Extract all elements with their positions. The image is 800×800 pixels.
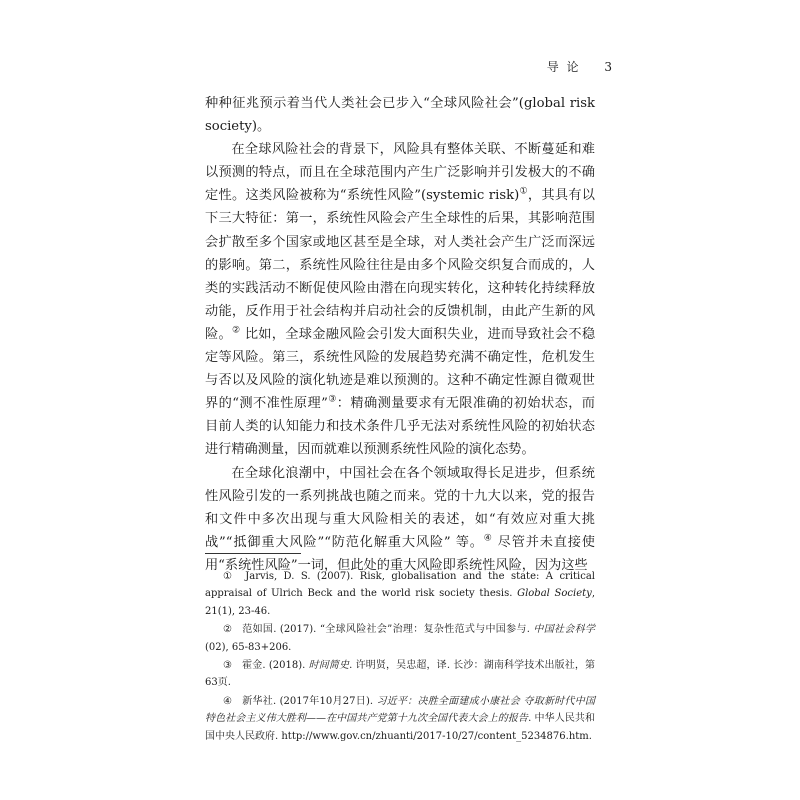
footnote-text: , 21(1), 23-46.: [205, 588, 595, 617]
footnote-text: 新华社. (2017年10月27日).: [242, 695, 377, 707]
footnote-text: Jarvis, D. S. (2007). Risk, globalisation and the state: A critical appraisal of Ulrich Beck and the world risk society thesis.: [205, 571, 595, 600]
paragraph-text: 尽管并未直接使用“系统性风险”一词，但此处的重大风险即系统性风险，因为这些: [205, 534, 595, 573]
page-number: 3: [604, 60, 614, 74]
footnote: [205, 657, 595, 692]
paragraph-text: 在全球风险社会的背景下，风险具有整体关联、不断蔓延和难以预测的特点，而且在全球范围内产生广泛影响并引发极大的不确定性。这类风险被称为“系统性风险”(systemic risk): [205, 142, 595, 204]
paragraph-text: ，其具有以下三大特征：第一，系统性风险会产生全球性的后果，其影响范围会扩散至多个国家或地区甚至是全球，对人类社会产生广泛而深远的影响。第二，系统性风险往往是由多个风险交织复合而成的，人类的实践活动不断促使风险由潜在向现实转化，这种转化持续释放动能，反作用于社会结构并启动社会的反馈机制，由此产生新的风险。: [205, 188, 595, 342]
footnote-mark: ③: [223, 660, 233, 672]
body-text: [205, 92, 595, 577]
paragraph-text: 种种征兆预示着当代人类社会已步入“全球风险社会”(global risk society)。: [205, 96, 595, 135]
footnote: [205, 693, 595, 745]
footnote-mark: ②: [223, 624, 233, 636]
footnote-reference: ③: [327, 394, 337, 405]
footnote-divider: [205, 553, 301, 554]
footnote-italic-title: Global Society: [517, 588, 592, 600]
footnote-reference: ①: [519, 186, 528, 197]
footnote: [205, 568, 595, 620]
footnotes: [205, 568, 595, 746]
footnote-italic-title: 时间简史: [308, 660, 350, 672]
footnote-reference: ④: [483, 533, 493, 544]
body-paragraph: [205, 138, 595, 461]
footnote-mark: ④: [223, 695, 233, 707]
footnote-text: . 许明贤，吴忠超，译. 长沙：湖南科学技术出版社，第63页.: [205, 660, 596, 689]
paragraph-text: ：精确测量要求有无限准确的初始状态，而目前人类的认知能力和技术条件几乎无法对系统性风险的初始状态进行精确测量，因而就难以预测系统性风险的演化态势。: [205, 396, 595, 458]
body-paragraph: [205, 462, 595, 577]
footnote: [205, 621, 595, 656]
footnote-text: . 中华人民共和国中央人民政府. http://www.gov.cn/zhuanti/2017-10/27/content_5234876.htm.: [205, 713, 596, 742]
paragraph-text: 在全球化浪潮中，中国社会在各个领域取得长足进步，但系统性风险引发的一系列挑战也随之而来。党的十九大以来，党的报告和文件中多次出现与重大风险相关的表述，如“有效应对重大挑战”“抵御重大风险”“防范化解重大风险” 等。: [205, 465, 595, 550]
footnote-text: 霍金. (2018).: [242, 660, 309, 672]
footnote-italic-title: 中国社会科学: [533, 624, 596, 636]
footnote-italic-title: 习近平：决胜全面建成小康社会 夺取新时代中国特色社会主义伟大胜利——在中国共产党第十九次全国代表大会上的报告: [205, 695, 596, 725]
running-header: [547, 58, 614, 75]
paragraph-text: 比如，全球金融风险会引发大面积失业，进而导致社会不稳定等风险。第三，系统性风险的发展趋势充满不确定性，危机发生与否以及风险的演化轨迹是难以预测的。这种不确定性源自微观世界的“测不准性原理”: [205, 326, 596, 412]
body-paragraph: [205, 92, 595, 138]
chapter-title: 导 论: [546, 60, 581, 74]
footnote-text: (02), 65-83+206.: [205, 641, 292, 653]
footnote-text: 范如国. (2017). “全球风险社会”治理：复杂性范式与中国参与.: [242, 624, 534, 636]
footnote-reference: ②: [231, 325, 241, 336]
footnote-mark: ①: [223, 571, 236, 582]
